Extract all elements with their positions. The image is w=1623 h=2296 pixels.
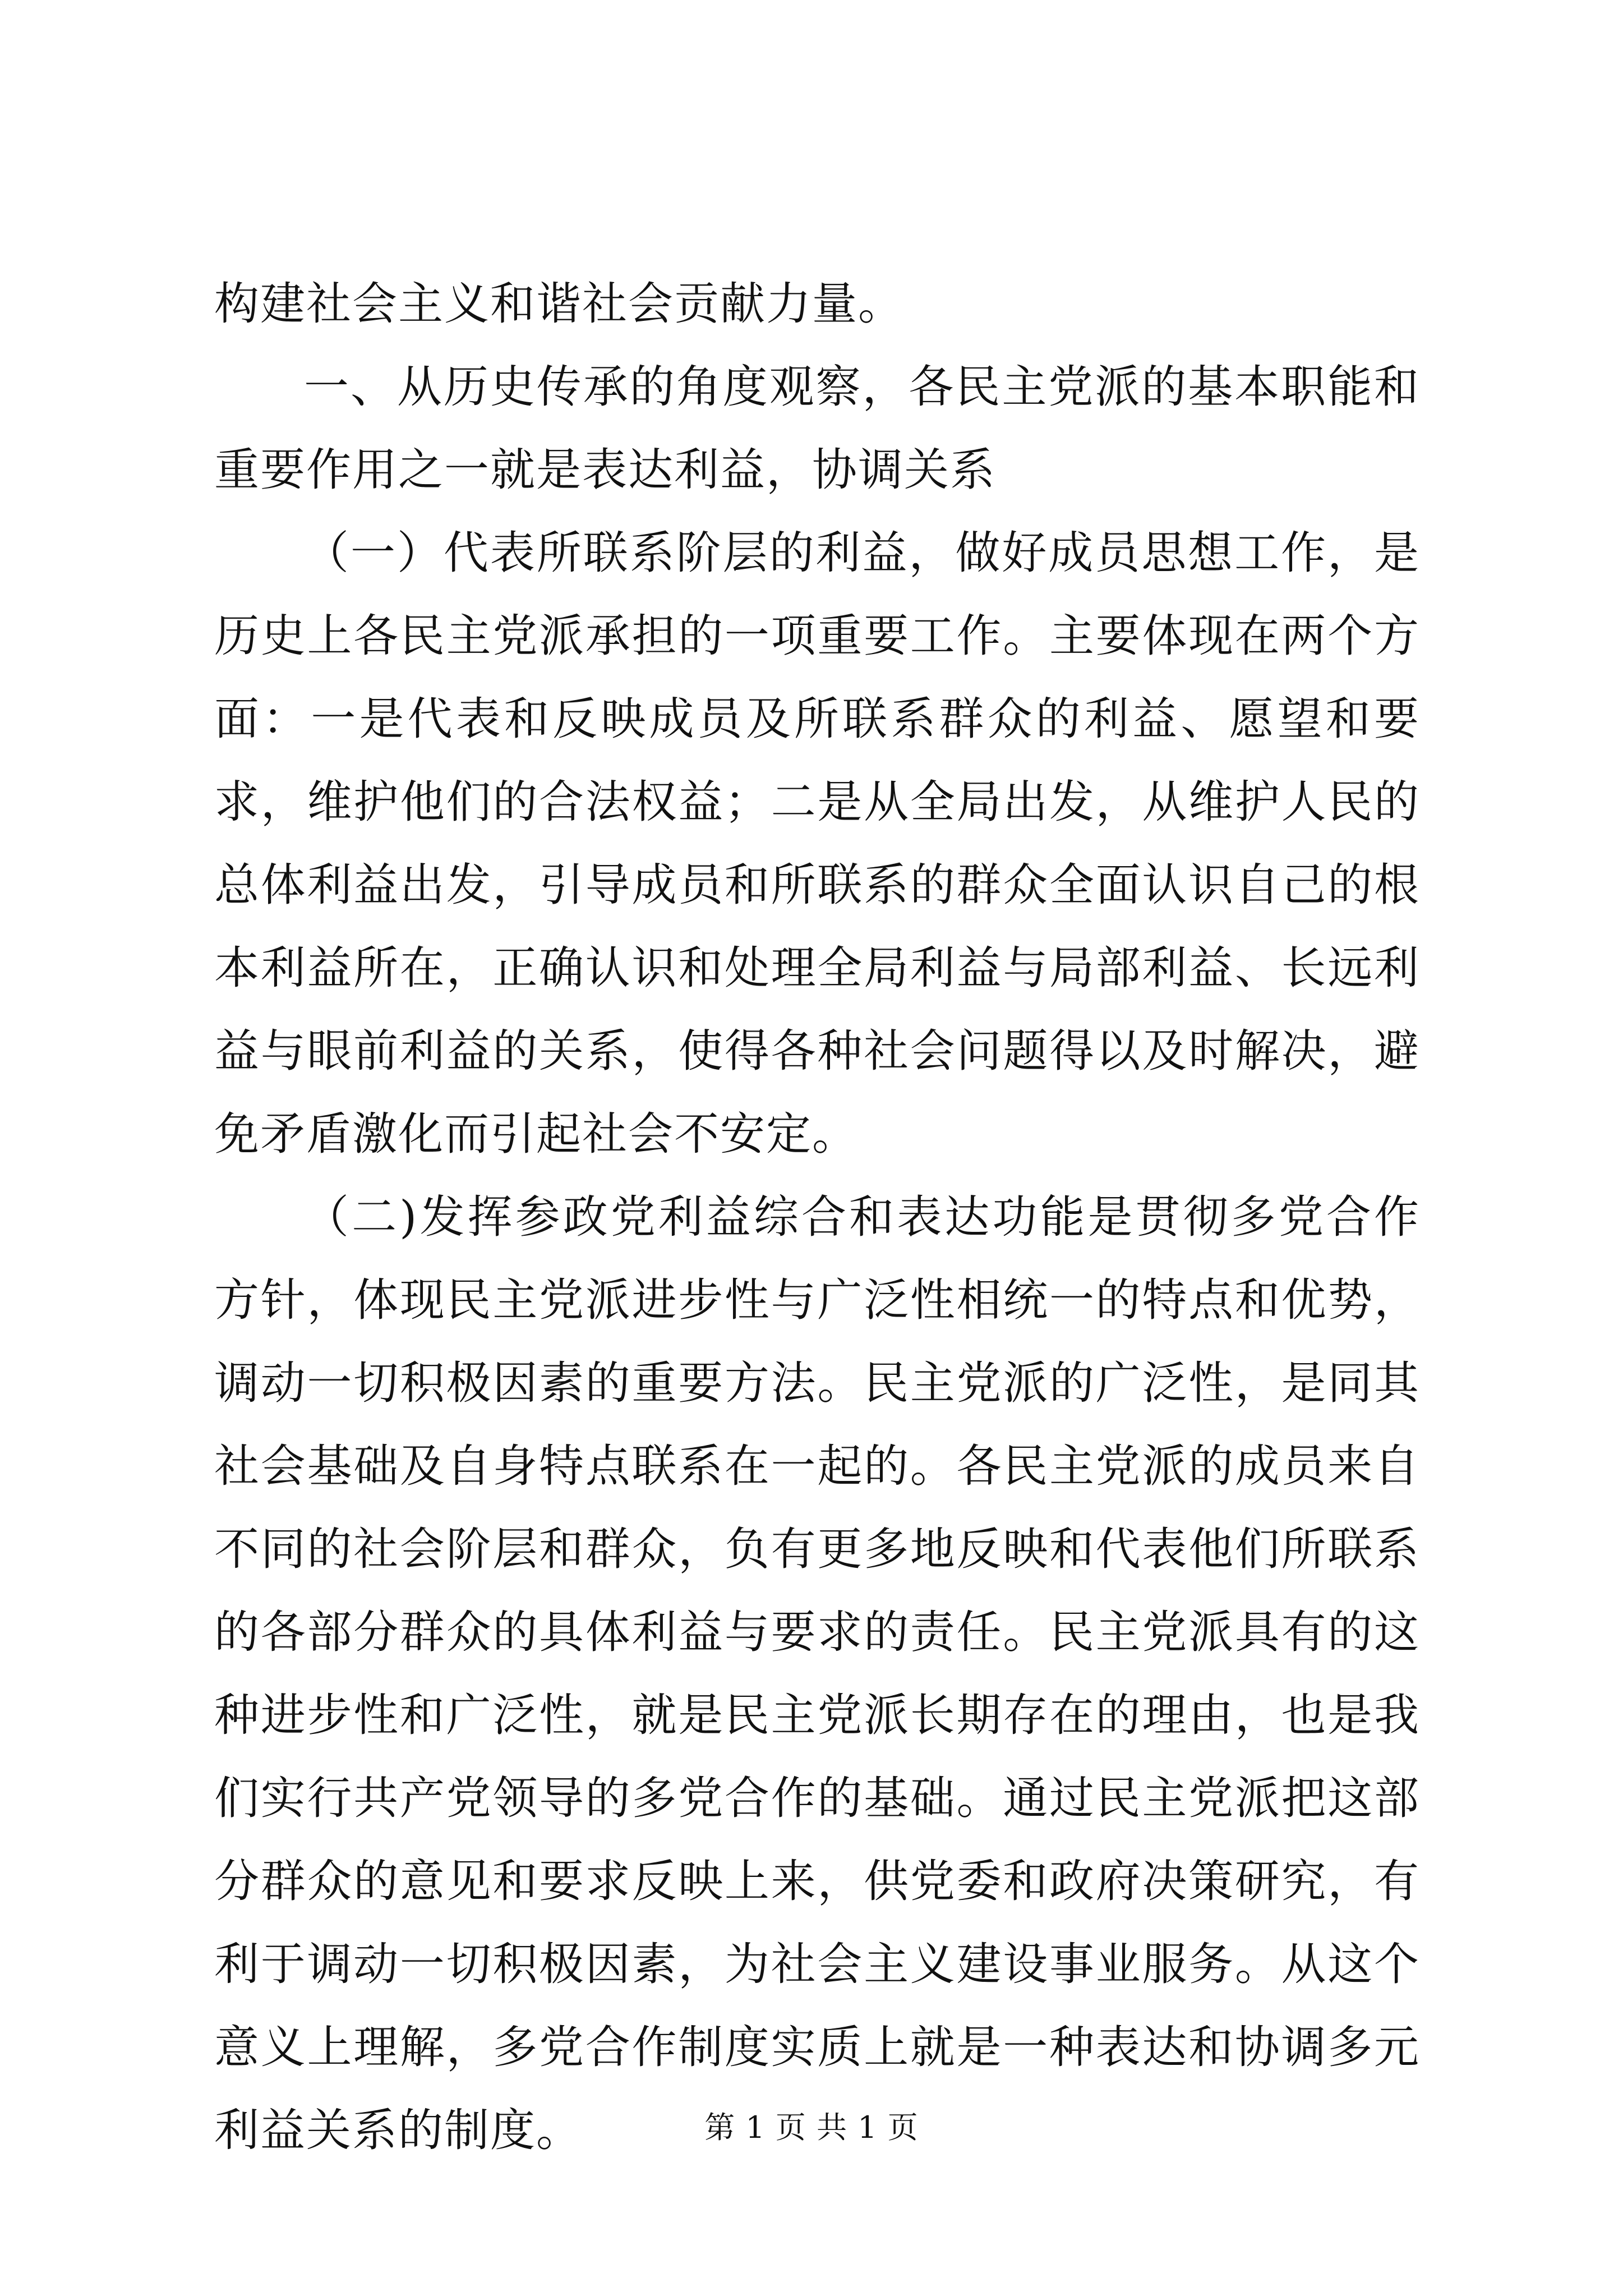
paragraph-subsection-two: （二)发挥参政党利益综合和表达功能是贯彻多党合作方针，体现民主党派进步性与广泛性相统一的特点和优势，调动一切积极因素的重要方法。民主党派的广泛性，是同其社会基础及自身特点联系在一起的。各民主党派的成员来自不同的社会阶层和群众，负有更多地反映和代表他们所联系的各部分群众的具体利益与要求的责任。民主党派具有的这种进步性和广泛性，就是民主党派长期存在的理由，也是我们实行共产党领导的多党合作的基础。通过民主党派把这部分群众的意见和要求反映上来，供党委和政府决策研究，有利于调动一切积极因素，为社会主义建设事业服务。从这个意义上理解，多党合作制度实质上就是一种表达和协调多元利益关系的制度。	[214, 1191, 1420, 2156]
page-number-footer: 第 1 页 共 1 页	[704, 2110, 919, 2145]
section-heading-one: 一、从历史传承的角度观察，各民主党派的基本职能和重要作用之一就是表达利益，协调关系	[214, 361, 1420, 496]
document-body	[214, 263, 1420, 2172]
paragraph-continuation: 构建社会主义和谐社会贡献力量。	[214, 278, 904, 330]
paragraph-subsection-one: （一）代表所联系阶层的利益，做好成员思想工作，是历史上各民主党派承担的一项重要工作。主要体现在两个方面：一是代表和反映成员及所联系群众的利益、愿望和要求，维护他们的合法权益；二是从全局出发，从维护人民的总体利益出发，引导成员和所联系的群众全面认识自己的根本利益所在，正确认识和处理全局利益与局部利益、长远利益与眼前利益的关系，使得各种社会问题得以及时解决，避免矛盾激化而引起社会不安定。	[214, 527, 1420, 1160]
